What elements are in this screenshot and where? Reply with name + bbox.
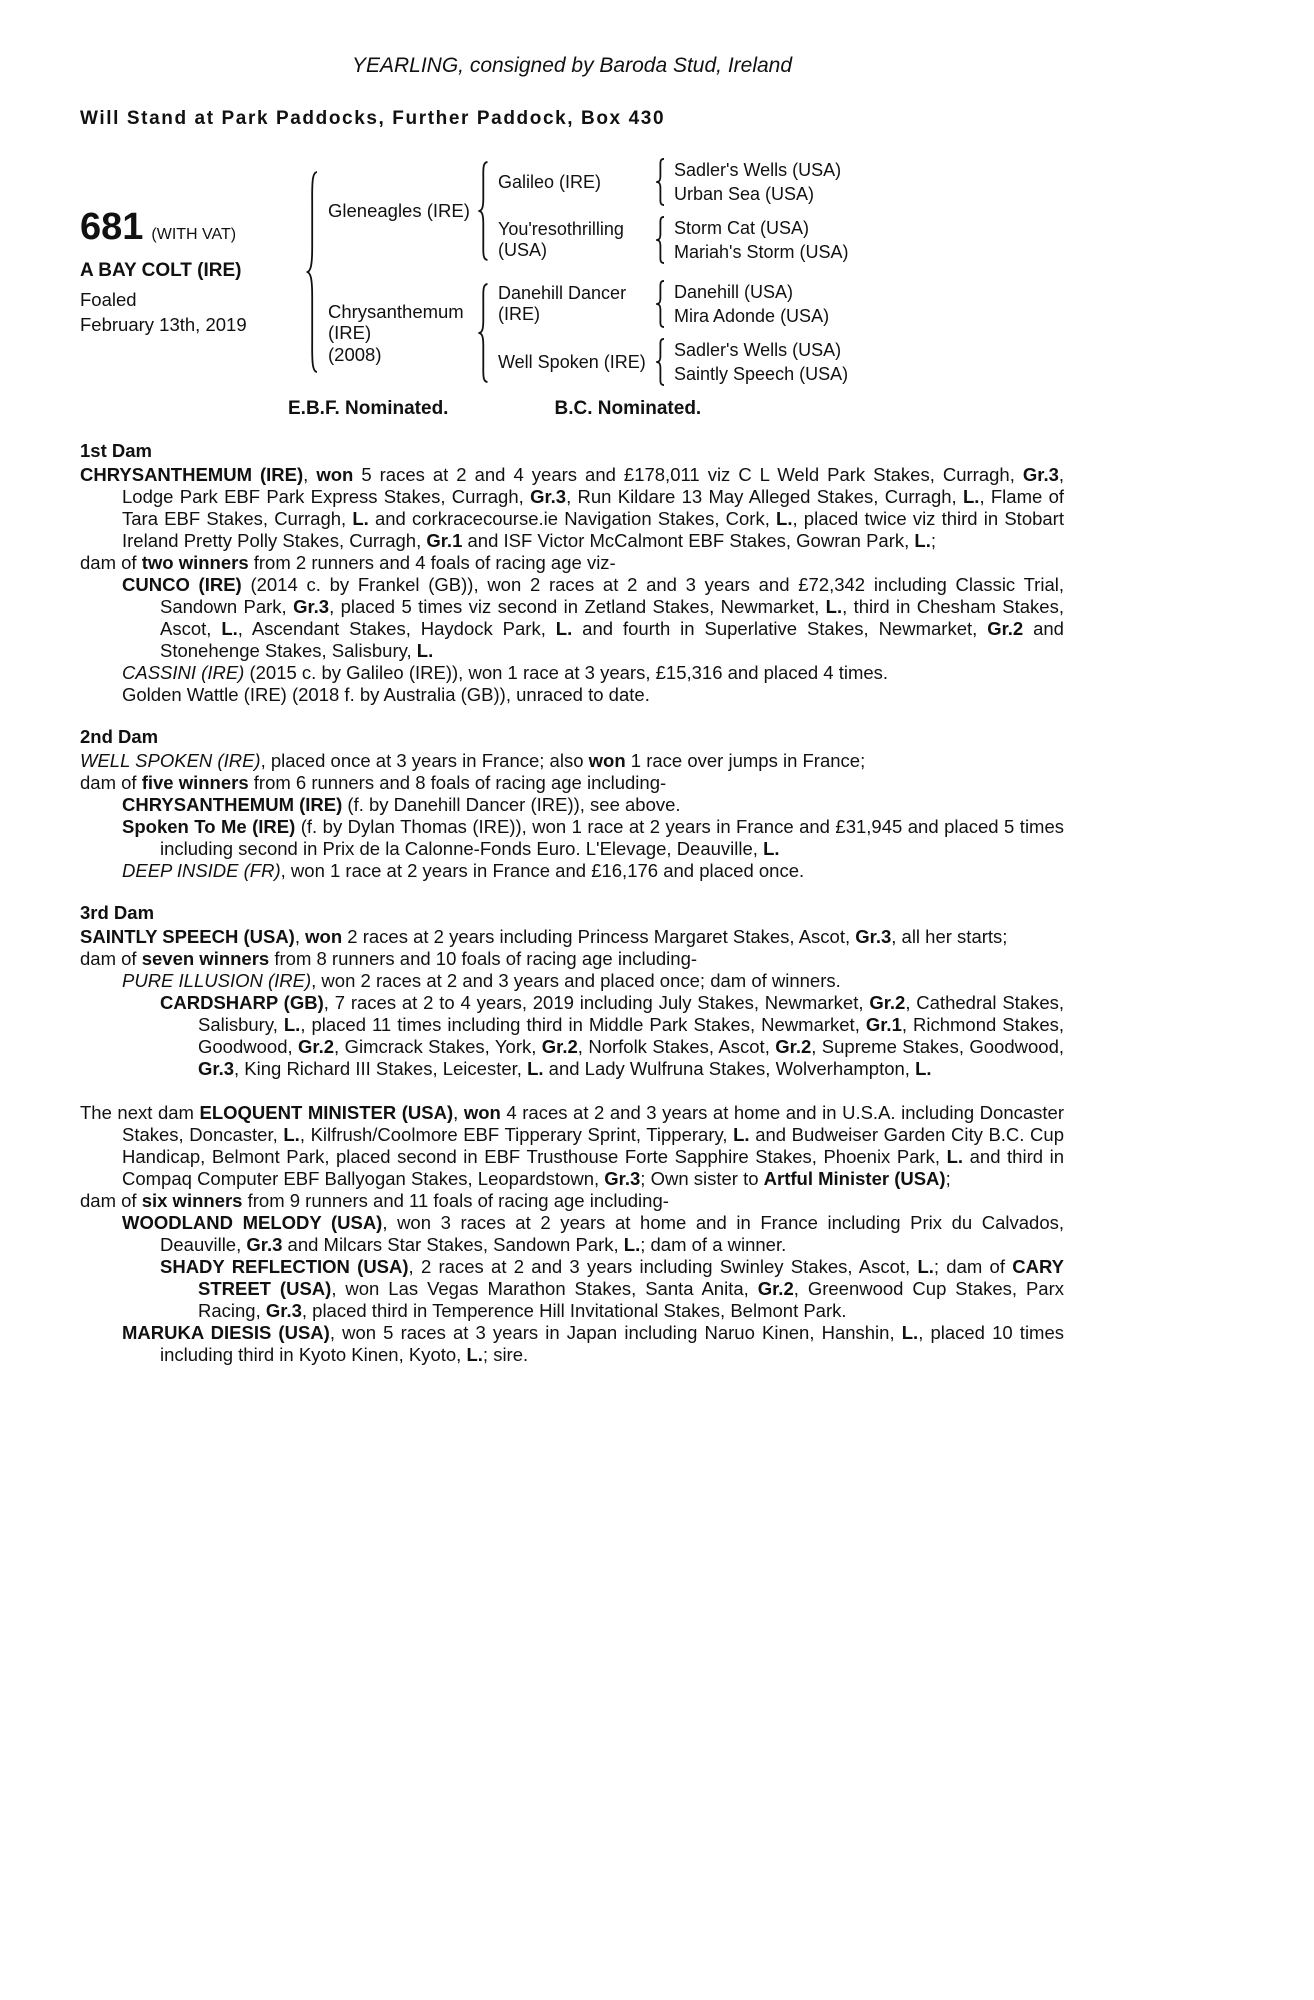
text-segment: and Lady Wulfruna Stakes, Wolverhampton, [543,1058,916,1079]
generation-1-column [328,158,912,386]
pedigree-paragraph [80,970,1064,992]
text-segment: dam of [80,1190,142,1211]
text-segment: dam of [80,772,142,793]
text-segment: CARY STREET (USA) [198,1256,1064,1299]
text-segment: , Ascendant Stakes, Haydock Park, [237,618,556,639]
pedigree-paragraph [80,750,1064,772]
pedigree-paragraph [80,1212,1064,1256]
text-segment: and corkracecourse.ie Navigation Stakes, Cork, [368,508,777,529]
text-segment: and third in Compaq Computer EBF Ballyogan Stakes, Leopardstown, [122,1146,1064,1189]
dam-year: (2008) [328,343,382,365]
dam-name-text: Chrysanthemum (IRE) [328,300,464,344]
text-segment: MARUKA DIESIS (USA) [122,1322,330,1343]
text-segment: ; dam of a winner. [640,1234,787,1255]
dam-dam-branch [498,338,912,386]
text-segment: CARDSHARP (GB) [160,992,324,1013]
text-segment: , Supreme Stakes, Goodwood, [811,1036,1065,1057]
great-grandparents [674,282,912,327]
pedigree-paragraph [80,1322,1064,1366]
text-segment: Gr.2 [541,1036,578,1057]
text-segment: Gr.2 [757,1278,794,1299]
text-segment: , won Las Vegas Marathon Stakes, Santa Anita, [331,1278,758,1299]
text-segment: and fourth in Superlative Stakes, Newmarket, [572,618,988,639]
text-segment: Gr.2 [869,992,906,1013]
text-segment: L. [352,508,369,529]
text-segment: won [588,750,626,771]
text-segment: ELOQUENT MINISTER (USA) [199,1102,454,1123]
ancestor-name: Mariah's Storm (USA) [674,241,849,262]
pedigree-paragraph [80,1190,1064,1212]
text-segment: , third in Chesham Stakes, Ascot, [160,596,1064,639]
ancestor-name: Mira Adonde (USA) [674,305,830,326]
pedigree-paragraph [80,464,1064,552]
catalogue-sections [80,440,1064,1366]
text-segment: Golden Wattle (IRE) (2018 f. by Australia (GB)), unraced to date. [122,684,650,705]
text-segment: Gr.3 [265,1300,302,1321]
text-segment: Gr.3 [1022,464,1059,485]
text-segment: , won 2 races at 2 and 3 years and placed once; dam of winners. [311,970,841,991]
text-segment: SHADY REFLECTION (USA) [160,1256,409,1277]
text-segment: Spoken To Me (IRE) [122,816,296,837]
text-segment: L. [917,1256,934,1277]
pedigree-paragraph [80,926,1064,948]
dam-section-heading: 2nd Dam [80,726,159,747]
text-segment: Gr.3 [246,1234,283,1255]
text-segment: , won 3 races at 2 years at home and in France including Prix du Calvados, Deauville, [160,1212,1064,1255]
text-segment: CHRYSANTHEMUM (IRE) [80,464,304,485]
consignor-line: YEARLING, consigned by Baroda Stud, Ireland [351,54,793,77]
text-segment: , Greenwood Cup Stakes, Parx Racing, [198,1278,1064,1321]
text-segment: WELL SPOKEN (IRE) [80,750,261,771]
text-segment: L. [466,1344,483,1365]
text-segment: , Gimcrack Stakes, York, [334,1036,542,1057]
great-grandparents [674,160,912,205]
pedigree-paragraph [80,684,1064,706]
text-segment: The next dam [80,1102,200,1123]
pedigree-paragraph [80,1102,1064,1190]
text-segment: , King Richard III Stakes, Leicester, [234,1058,528,1079]
ancestor-name: Storm Cat (USA) [674,217,810,238]
pedigree-paragraph [80,772,1064,794]
sire-sire-name: Galileo (IRE) [498,171,602,192]
sire-sire-branch [498,158,912,206]
pedigree-brace [305,168,321,376]
text-segment: CHRYSANTHEMUM (IRE) [122,794,343,815]
pedigree-brace [477,282,491,384]
text-segment: ; dam of [933,1256,1013,1277]
text-segment: , won 5 races at 3 years in Japan including Naruo Kinen, Hanshin, [329,1322,902,1343]
great-grandparents [674,218,912,263]
text-segment: Gr.2 [775,1036,812,1057]
pedigree-paragraph [80,1256,1064,1322]
text-segment: five winners [141,772,249,793]
pedigree-paragraph [80,992,1064,1080]
text-segment: , Kilfrush/Coolmore EBF Tipperary Sprint, Tipperary, [299,1124,734,1145]
text-segment: , Run Kildare 13 May Alleged Stakes, Curragh, [566,486,963,507]
lot-info [80,208,298,336]
text-segment: , [303,464,317,485]
text-segment: and Milcars Star Stakes, Sandown Park, [282,1234,624,1255]
text-segment: L. [733,1124,750,1145]
pedigree-table [80,158,1064,386]
text-segment: WOODLAND MELODY (USA) [122,1212,383,1233]
text-segment: 1 race over jumps in France; [625,750,866,771]
text-segment: from 6 runners and 8 foals of racing age including- [248,772,667,793]
text-segment: Gr.3 [198,1058,234,1079]
text-segment: L. [962,486,980,507]
dam-parents-column [498,280,912,386]
ancestor-name: Urban Sea (USA) [674,183,815,204]
sire-parents-column [498,158,912,264]
text-segment: won [463,1102,501,1123]
stand-location-line: Will Stand at Park Paddocks, Further Paddock, Box 430 [80,108,666,129]
text-segment: (f. by Danehill Dancer (IRE)), see above. [342,794,681,815]
text-segment: L. [283,1014,301,1035]
pedigree-paragraph [80,662,1064,684]
text-segment: , Richmond Stakes, Goodwood, [198,1014,1065,1057]
ancestor-name: Sadler's Wells (USA) [674,339,842,360]
text-segment: Gr.1 [865,1014,902,1035]
text-segment: , 2 races at 2 and 3 years including Swinley Stakes, Ascot, [408,1256,918,1277]
text-segment: , won 1 race at 2 years in France and £16,176 and placed once. [280,860,805,881]
lot-number-line [80,208,298,246]
dam-sire-branch [498,280,912,328]
ebf-nominated-label: E.B.F. Nominated. [288,398,449,419]
lot-vat-note: (WITH VAT) [151,226,237,243]
text-segment: Gr.3 [604,1168,641,1189]
text-segment: , placed twice viz third in Stobart Ireland Pretty Polly Stakes, Curragh, [122,508,1064,551]
text-segment: Gr.3 [530,486,567,507]
text-segment: and ISF Victor McCalmont EBF Stakes, Gowran Park, [462,530,915,551]
text-segment: ; [945,1168,951,1189]
text-segment: , all her starts; [891,926,1008,947]
text-segment: , placed 11 times including third in Middle Park Stakes, Newmarket, [300,1014,866,1035]
text-segment: CASSINI (IRE) [122,662,245,683]
text-segment: L. [946,1146,964,1167]
foaled-date: February 13th, 2019 [80,314,247,335]
pedigree-paragraph [80,552,1064,574]
text-segment: , Cathedral Stakes, Salisbury, [198,992,1065,1035]
text-segment: 5 races at 2 and 4 years and £178,011 viz C L Weld Park Stakes, Curragh, [353,464,1023,485]
sire-branch [328,158,912,264]
pedigree-paragraph [80,948,1064,970]
text-segment: L. [776,508,793,529]
pedigree-paragraph [80,860,1064,882]
text-segment: six winners [141,1190,243,1211]
bc-nominated-label: B.C. Nominated. [554,398,702,419]
pedigree-brace [655,338,667,386]
text-segment: L. [416,640,434,661]
pedigree-brace [655,280,667,328]
text-segment: won [305,926,343,947]
text-segment: dam of [80,552,142,573]
text-segment: ; [930,530,936,551]
text-segment: ; sire. [482,1344,529,1365]
text-segment: 4 races at 2 and 3 years at home and in U.S.A. including Doncaster Stakes, Doncaster, [122,1102,1064,1145]
text-segment: ; Own sister to [640,1168,764,1189]
text-segment: (2015 c. by Galileo (IRE)), won 1 race at 3 years, £15,316 and placed 4 times. [244,662,889,683]
text-segment: and Stonehenge Stakes, Salisbury, [160,618,1064,661]
text-segment: , [294,926,306,947]
text-segment: Gr.3 [293,596,330,617]
sire-dam-name: You'resothrilling (USA) [498,219,624,260]
pedigree-brace [655,158,667,206]
text-segment: two winners [141,552,249,573]
text-segment: L. [283,1124,300,1145]
great-grandparents [674,340,912,385]
ancestor-name: Sadler's Wells (USA) [674,159,842,180]
text-segment: from 8 runners and 10 foals of racing age including- [269,948,698,969]
text-segment: and Budweiser Garden City B.C. Cup Handicap, Belmont Park, placed second in EBF Trusthouse Forte Sapphire Stakes, Phoenix Park, [122,1124,1064,1167]
ancestor-name: Saintly Speech (USA) [674,363,849,384]
pedigree-paragraph [80,574,1064,662]
text-segment: L. [623,1234,641,1255]
text-segment: , Norfolk Stakes, Ascot, [577,1036,776,1057]
dam-dam-name: Well Spoken (IRE) [498,351,646,372]
text-segment: CUNCO (IRE) [122,574,242,595]
text-segment: Gr.2 [298,1036,335,1057]
lot-number: 681 [80,206,144,248]
text-segment: L. [915,1058,932,1079]
text-segment: Artful Minister (USA) [763,1168,946,1189]
text-segment: , placed third in Temperence Hill Invitational Stakes, Belmont Park. [301,1300,847,1321]
text-segment: 2 races at 2 years including Princess Margaret Stakes, Ascot, [342,926,856,947]
text-segment: (2014 c. by Frankel (GB)), won 2 races at 2 and 3 years and £72,342 including Classic Trial, Sandown Park, [160,574,1064,617]
text-segment: , [453,1102,464,1123]
text-segment: L. [555,618,573,639]
nomination-line [80,398,1064,420]
ancestor-name: Danehill (USA) [674,281,794,302]
text-segment: L. [901,1322,919,1343]
lot-description: A BAY COLT (IRE) [80,260,242,281]
pedigree-brace [655,216,667,264]
text-segment: L. [763,838,780,859]
sire-name: Gleneagles (IRE) [328,200,470,222]
text-segment: PURE ILLUSION (IRE) [122,970,312,991]
text-segment: won [316,464,354,485]
text-segment: , placed 10 times including third in Kyoto Kinen, Kyoto, [160,1322,1065,1365]
text-segment: from 2 runners and 4 foals of racing age viz- [248,552,616,573]
sire-dam-branch [498,216,912,264]
text-segment: , 7 races at 2 to 4 years, 2019 including July Stakes, Newmarket, [323,992,870,1013]
pedigree-paragraph [80,816,1064,860]
text-segment: , placed once at 3 years in France; also [260,750,589,771]
dam-name [328,301,470,365]
text-segment: , placed 5 times viz second in Zetland Stakes, Newmarket, [329,596,826,617]
text-segment: SAINTLY SPEECH (USA) [80,926,295,947]
text-segment: , Lodge Park EBF Park Express Stakes, Curragh, [122,464,1065,507]
text-segment: dam of [80,948,142,969]
text-segment: seven winners [141,948,270,969]
text-segment: L. [825,596,843,617]
dam-sire-name: Danehill Dancer (IRE) [498,283,627,324]
foaled-label: Foaled [80,289,137,310]
text-segment: Gr.1 [426,530,463,551]
dam-branch [328,280,912,386]
text-segment: Gr.2 [987,618,1024,639]
pedigree-brace [477,160,491,262]
text-segment: L. [221,618,238,639]
text-segment: from 9 runners and 11 foals of racing age including- [242,1190,669,1211]
dam-section-heading: 1st Dam [80,440,152,461]
text-segment: , Flame of Tara EBF Stakes, Curragh, [122,486,1064,529]
text-segment: (f. by Dylan Thomas (IRE)), won 1 race at 2 years in France and £31,945 and placed 5 times including second in Prix de la Calonne-Fonds Euro. L'Elevage, Deauville, [160,816,1065,859]
dam-section-heading: 3rd Dam [80,902,155,923]
text-segment: Gr.3 [855,926,892,947]
text-segment: L. [527,1058,544,1079]
pedigree-paragraph [80,794,1064,816]
text-segment: DEEP INSIDE (FR) [122,860,281,881]
text-segment: L. [914,530,931,551]
